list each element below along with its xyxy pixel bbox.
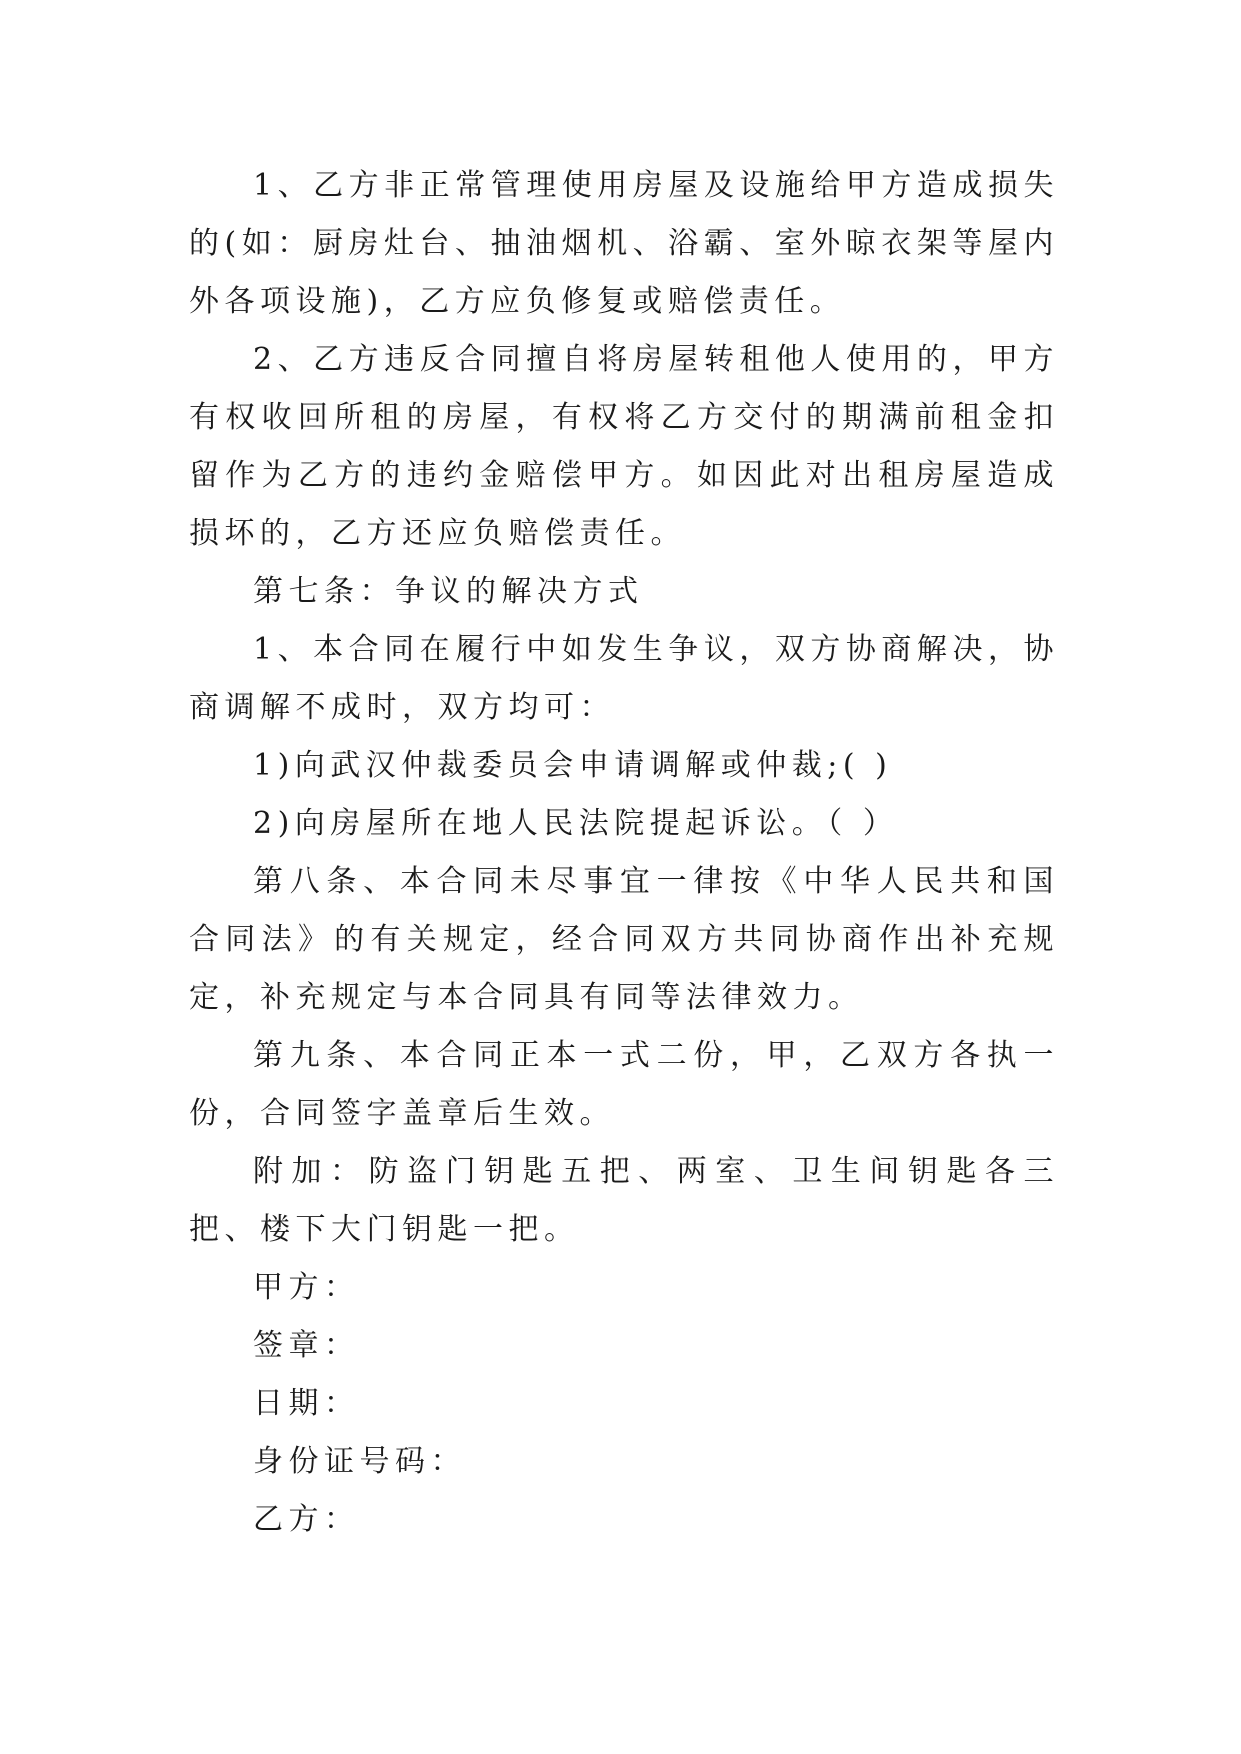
document-body [189, 157, 1059, 1549]
party-a-label: 甲方： [253, 1270, 360, 1305]
article-8: 第八条、本合同未尽事宜一律按《中华人民共和国合同法》的有关规定，经合同双方共同协商作出补充规定，补充规定与本合同具有同等法律效力。 [189, 864, 1059, 1015]
signature-label: 签章： [253, 1328, 360, 1363]
article-7-heading: 第七条：争议的解决方式 [253, 574, 644, 609]
clause-dispute-negotiation: 1、本合同在履行中如发生争议，双方协商解决，协商调解不成时，双方均可： [189, 632, 1059, 725]
option-litigation: 2)向房屋所在地人民法院提起诉讼。（ ） [253, 806, 899, 841]
clause-sublet-penalty: 2、乙方违反合同擅自将房屋转租他人使用的，甲方有权收回所租的房屋，有权将乙方交付的期满前租金扣留作为乙方的违约金赔偿甲方。如因此对出租房屋造成损坏的，乙方还应负赔偿责任。 [189, 342, 1059, 551]
article-9: 第九条、本合同正本一式二份，甲，乙双方各执一份，合同签字盖章后生效。 [189, 1038, 1059, 1131]
option-arbitration: 1)向武汉仲裁委员会申请调解或仲裁;( ) [253, 748, 893, 783]
clause-damage-repair: 1、乙方非正常管理使用房屋及设施给甲方造成损失的(如：厨房灶台、抽油烟机、浴霸、室外晾衣架等屋内外各项设施)，乙方应负修复或赔偿责任。 [189, 168, 1059, 319]
party-b-label: 乙方： [253, 1502, 360, 1537]
date-label: 日期： [253, 1386, 360, 1421]
id-number-label: 身份证号码： [253, 1444, 466, 1479]
appendix-keys: 附加：防盗门钥匙五把、两室、卫生间钥匙各三把、楼下大门钥匙一把。 [189, 1154, 1059, 1247]
